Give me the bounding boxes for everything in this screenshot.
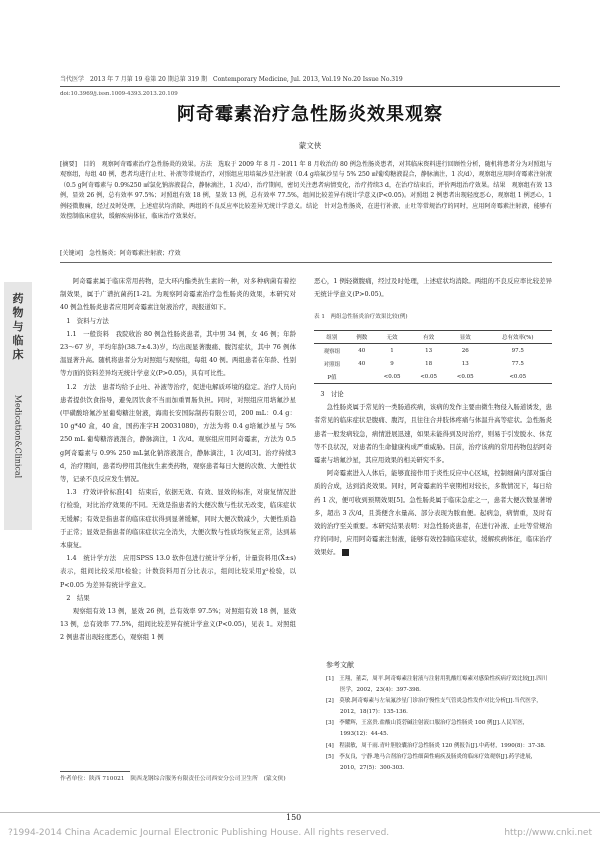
section-heading: 3 讨论 <box>320 390 344 398</box>
section-heading: 1 资料与方法 <box>66 316 109 325</box>
author-affiliation-footnote: 作者单位：陕西 710021 陕西龙钢综合服务有限责任公司西安分公司卫生所 (蒙文侠) <box>60 776 286 782</box>
table-cell: 77.5 <box>511 360 524 367</box>
end-of-article-icon <box>342 549 349 556</box>
copyright-text: ?1994-2014 China Academic Journal Electronic Publishing House. All rights reserved. <box>8 828 390 838</box>
right-column-continuation: 恶心，1 例轻微腹痛，经过及时处理，上述症状均消除。两组的不良反应率比较差异无统计学意义(P>0.05)。 <box>314 277 552 299</box>
reference-item: [2] 莫敏.阿奇霉素与左氧氟沙星门诊治疗慢性支气管炎急性发作对比分析[J].当代医学，2012，18(17)：135-136. <box>326 698 542 715</box>
table-row <box>314 370 552 384</box>
sidebar-char: 药 <box>12 292 24 305</box>
table-cell: <0.05 <box>484 370 552 384</box>
table-cell: 18 <box>425 360 433 367</box>
table-cell: 13 <box>461 360 469 367</box>
body-paragraph: 1.4 统计学方法 应用SPSS 13.0 软件包进行统计学分析，计量资料用(X̄±s)表示，组间比较采用t检验；计数资料用百分比表示，组间比较采用χ²检验，以P<0.05 为差异有统计学意义。 <box>60 554 296 589</box>
discussion-text: 阿奇霉素进入人体后，能够直接作用于炎性反应中心区域，控制细菌内部对蛋白质的合成，达到消炎效果。同时，阿奇霉素的半衰期相对较长，多数情况下，每日给药 1 次，便可收到预期效果[5]。急性肠炎属于临床急症之一，患者大便次数显著增多，超出 3 次/d，且粪便含水量高、部分表现为脓血便。起病急，病情重，及时有效的治疗至关重要。本研究结果表明：对急性肠炎患者，在进行补液、止吐等常规治疗的同时，应用阿奇霉素注射液，能够有效控制临床症状，缓解疾病体征，临床治疗效果好。 <box>314 469 552 557</box>
table-cell <box>350 370 374 384</box>
table-cell: 13 <box>425 347 433 354</box>
keywords: [关键词] 急性肠炎；阿奇霉素注射液；疗效 <box>60 250 181 257</box>
separator-rule <box>60 262 552 263</box>
table-row <box>314 357 552 370</box>
table-cell: 26 <box>461 347 469 354</box>
author: 蒙文侠 <box>298 141 322 150</box>
doi: doi:10.3969/j.issn.1009-4393.2013.20.109 <box>60 91 178 97</box>
table-cell: 97.5 <box>511 347 524 354</box>
body-paragraph: 观察组有效 13 例，显效 26 例，总有效率 97.5%；对照组有效 18 例，显效 13 例，总有效率 77.5%，组间比较差异有统计学意义(P<0.05)，见表 1。对照组 2 例患者出现轻度恶心，观察组 1 例 <box>60 607 296 642</box>
table-header-cell: 组别 <box>314 331 350 344</box>
reference-item: [3] 李耀辉，王富贵.盐酸山莨菪碱注射液口服治疗急性肠炎 100 例[J].人民军医，1993(12)：44-45. <box>326 720 529 737</box>
reference-item: [1] 王翔，董芸，周平.阿奇霉素注射液与注射用乳酸红霉素对感染性疾病疗效比较[J].四川医学，2002，23(4)：397-398. <box>326 676 548 693</box>
body-paragraph: 急性肠炎属于常见的一类肠道疾病，该病的发作主要由微生物侵入肠道诱发，患者常见的临床症状是腹痛、腹泻，且往往合并肢体疼痛与体温升高等症状。急性肠炎患者一般发病较急，病情进展迅速，如果未能得到及时治疗，则易于引发脱水、休克等不良状况，对患者的生命健康构成严重威胁。目前，治疗该病的常用药物包括阿奇霉素与培氟沙星，其应用效果的相关研究不多。 <box>314 403 552 465</box>
table-cell: <0.05 <box>410 370 447 384</box>
table-header-cell: 无效 <box>374 331 411 344</box>
sidebar-char: 临 <box>12 334 24 347</box>
right-column <box>314 388 552 560</box>
sidebar-char: 与 <box>12 320 24 333</box>
sidebar-section-title <box>8 292 28 362</box>
table-cell: 9 <box>390 360 394 367</box>
copyright-footer <box>8 828 592 838</box>
page-number: 150 <box>286 813 302 822</box>
table-header-cell: 显效 <box>447 331 484 344</box>
table-header-cell: 总有效率(%) <box>484 331 552 344</box>
left-column <box>60 275 296 645</box>
header-rule <box>60 86 560 87</box>
body-paragraph: 1.2 方法 患者均给予止吐、补液等治疗，促进电解质环境的稳定。治疗人员向患者提供饮食指导，避免因饮食不当而加重胃肠负担。同时，对照组应用培氟沙星(甲磺酸培氟沙星葡萄糖注射液，海南长安国际制药有限公司，200 mL：0.4 g：10 g*40 盒，40 盒，国药准字H 20031080)，方法为将 0.4 g培氟沙星与 5% 250 mL 葡萄糖溶液混合，静脉滴注，1 次/d。观察组应用阿奇霉素，方法为 0.5 g阿奇霉素与 0.9% 250 mL氯化钠溶液混合，静脉滴注，1 次/d[3]。治疗持续3 d，治疗期间，患者均停用其他抗生素类药物，观察患者每日大便的次数、大便性状等，记录不良反应发生情况。 <box>60 382 296 484</box>
table-caption: 表 1 两组急性肠炎治疗效果比较(例) <box>314 314 408 320</box>
body-paragraph <box>314 467 552 559</box>
table-header-row <box>314 331 552 344</box>
table-header-cell: 有效 <box>410 331 447 344</box>
footnote-rule <box>60 771 130 772</box>
article-title: 阿奇霉素治疗急性肠炎效果观察 <box>177 104 443 125</box>
abstract: [摘要] 目的 观察阿奇霉素治疗急性肠炎的效果。方法 选取于 2009 年 8 月 - 2011 年 8 月收治的 80 例急性肠炎患者，对其临床资料进行回顾性分析，随机将患者分为对照组与观察组，每组 40 例，患者均进行止吐、补液等常规治疗，对照组应用培氟沙星注射液（0.4 g培氟沙星与 5% 250 ㎖葡萄糖液混合，静脉滴注，1 次/d），观察组应用阿奇霉素注射液（0.5 g阿奇霉素与 0.9%250 ㎖氯化钠溶液混合，静脉滴注，1 次/d），治疗期间，密切关注患者病情变化，治疗持续3 d，在治疗结束后，评价两组治疗效果。结果 观察组有效 13 例，显效 26 例，总有效率 97.5%；对照组有效 18 例，显效 13 例，总有效率 77.5%，组间比较差异有统计学意义(P<0.05)。对照组 2 例患者出现轻度恶心，观察组 1 例恶心，1 例轻微腹痛，经过及时处理，上述症状均消除，两组的不良反应率比较差异无统计学意义。结论 针对急性肠炎，在进行补液、止吐等常规治疗的同时，应用阿奇霉素注射液，能够有效控制临床症状，缓解疾病体征，临床治疗效果好。 <box>60 161 552 221</box>
sidebar-section-title-en: Medication&Clinical <box>13 394 23 479</box>
table-cell: 对照组 <box>323 361 341 368</box>
body-paragraph: 1.3 疗效评价标准[4] 结束后，依据无效、有效、显效的标准，对康复情况进行检验，对比治疗效果的不同。无效是指患者的大便次数与性状无改变，临床症状无缓解；有效是指患者的临床症状得到显著缓解，同时大便次数减少，大便性质趋于正常；显效是指患者的临床症状完全消失，大便次数与性质均恢复正常，达到基本康复。 <box>60 488 296 550</box>
journal-header: 当代医学 2013 年 7 月第 19 卷第 20 期总第 319 期 Contemporary Medicine, Jul. 2013, Vol.19 No.20 Issue No.319 <box>60 76 403 83</box>
sidebar-char: 床 <box>12 348 24 361</box>
reference-item: [4] 程淑敏，周千雨.青叶胆胶囊治疗急性肠炎 120 例报告[J].中药材，1990(8)：37-38. <box>326 742 546 749</box>
table-cell: <0.05 <box>447 370 484 384</box>
reference-item: [5] 李友良，宁静.地马合剂治疗急性细菌性痢疾及肠炎的临床疗效观察[J].药学进展，2010，27(5)：300-303. <box>326 754 537 771</box>
body-paragraph: 1.1 一般资料 我院收治 80 例急性肠炎患者，其中男 34 例，女 46 例；年龄 23～67 岁，平均年龄(38.7±4.3)岁，均出现显著腹痛、腹泻症状，其中 76 例体温显著升高。随机将患者分为对照组与观察组，每组 40 例。两组患者在年龄、性别等方面的资料差异均无统计学意义(P>0.05)，具有可比性。 <box>60 329 296 378</box>
sidebar-char: 物 <box>12 306 24 319</box>
table-cell: 40 <box>358 347 366 354</box>
table-cell: P值 <box>314 370 350 384</box>
intro-paragraph: 阿奇霉素属于临床常用药物，是大环内酯类抗生素的一种，对多种病菌有着控制效果，属于广谱抗菌药[1-2]。为观察阿奇霉素治疗急性肠炎的效果，本研究对 40 例急性肠炎患者应用阿奇霉素注射液治疗，现报道如下。 <box>60 277 296 312</box>
results-table <box>314 330 552 384</box>
table-cell: 1 <box>390 347 394 354</box>
section-heading: 2 结果 <box>66 593 90 602</box>
references-list <box>326 674 552 774</box>
table-cell: 40 <box>358 360 366 367</box>
references-title: 参考文献 <box>326 661 354 669</box>
table-header-cell: 例数 <box>350 331 374 344</box>
table-cell: 观察组 <box>323 348 341 355</box>
cnki-link[interactable]: http://www.cnki.net <box>504 828 592 838</box>
table-row <box>314 344 552 358</box>
table-cell: <0.05 <box>374 370 411 384</box>
